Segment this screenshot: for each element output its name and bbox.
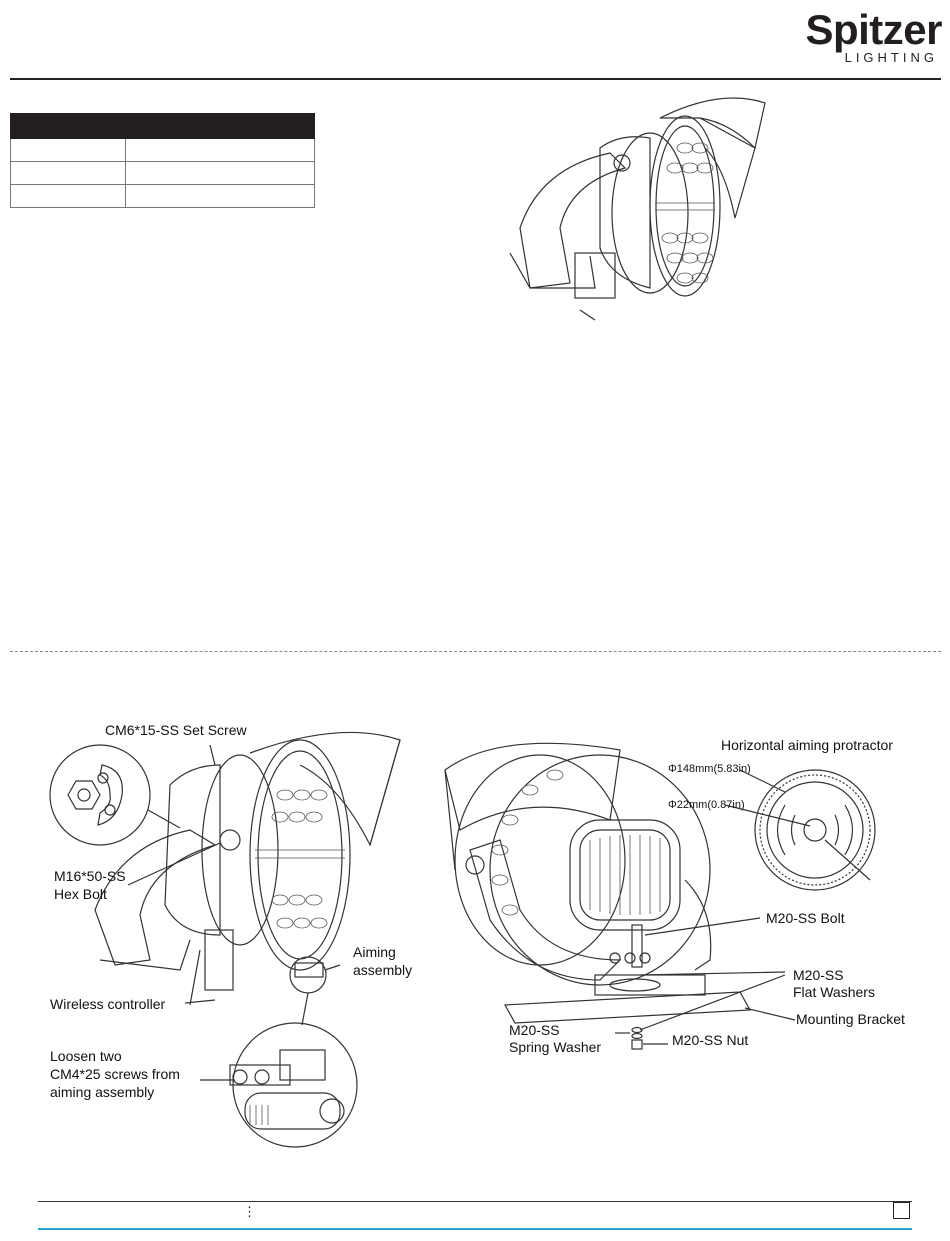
set-screw-label: CM6*15-SS Set Screw bbox=[105, 722, 247, 738]
loosen-screws-label-line3: aiming assembly bbox=[50, 1084, 155, 1100]
hex-bolt-label-line2: Hex Bolt bbox=[54, 886, 107, 902]
spec-table-row bbox=[11, 139, 315, 162]
bolt-label: M20-SS Bolt bbox=[766, 910, 845, 926]
header-divider bbox=[10, 78, 941, 80]
spec-table bbox=[10, 113, 315, 208]
wireless-controller-label: Wireless controller bbox=[50, 996, 166, 1012]
loosen-screws-label-line2: CM4*25 screws from bbox=[50, 1066, 180, 1082]
spec-table-header bbox=[11, 114, 315, 139]
loosen-screws-label-line1: Loosen two bbox=[50, 1048, 122, 1064]
footer-separator: ⋮ bbox=[243, 1204, 256, 1219]
diameter-22-label: Φ22mm(0.87in) bbox=[668, 799, 745, 811]
footer-accent-line bbox=[38, 1228, 912, 1230]
mounting-bracket-label: Mounting Bracket bbox=[796, 1011, 905, 1027]
spec-table-row bbox=[11, 185, 315, 208]
flat-washers-label-line2: Flat Washers bbox=[793, 984, 875, 1000]
spec-table-row bbox=[11, 162, 315, 185]
page-number-box bbox=[893, 1202, 910, 1219]
fixture-illustration-top bbox=[500, 88, 780, 328]
aiming-assembly-label-line1: Aiming bbox=[353, 944, 396, 960]
aiming-assembly-label-line2: assembly bbox=[353, 962, 413, 978]
nut-label: M20-SS Nut bbox=[672, 1032, 749, 1048]
brand-logo: Spitzer bbox=[805, 6, 942, 53]
flat-washers-label-line1: M20-SS bbox=[793, 967, 844, 983]
diameter-148-label: Φ148mm(5.83in) bbox=[668, 763, 751, 775]
spring-washer-label-line2: Spring Washer bbox=[509, 1039, 602, 1055]
footer-divider bbox=[38, 1201, 912, 1202]
hex-bolt-label-line1: M16*50-SS bbox=[54, 868, 126, 884]
spring-washer-label-line1: M20-SS bbox=[509, 1022, 560, 1038]
brand-logo-subtitle: LIGHTING bbox=[844, 50, 938, 65]
section-divider bbox=[10, 651, 941, 652]
protractor-label: Horizontal aiming protractor bbox=[721, 737, 893, 753]
